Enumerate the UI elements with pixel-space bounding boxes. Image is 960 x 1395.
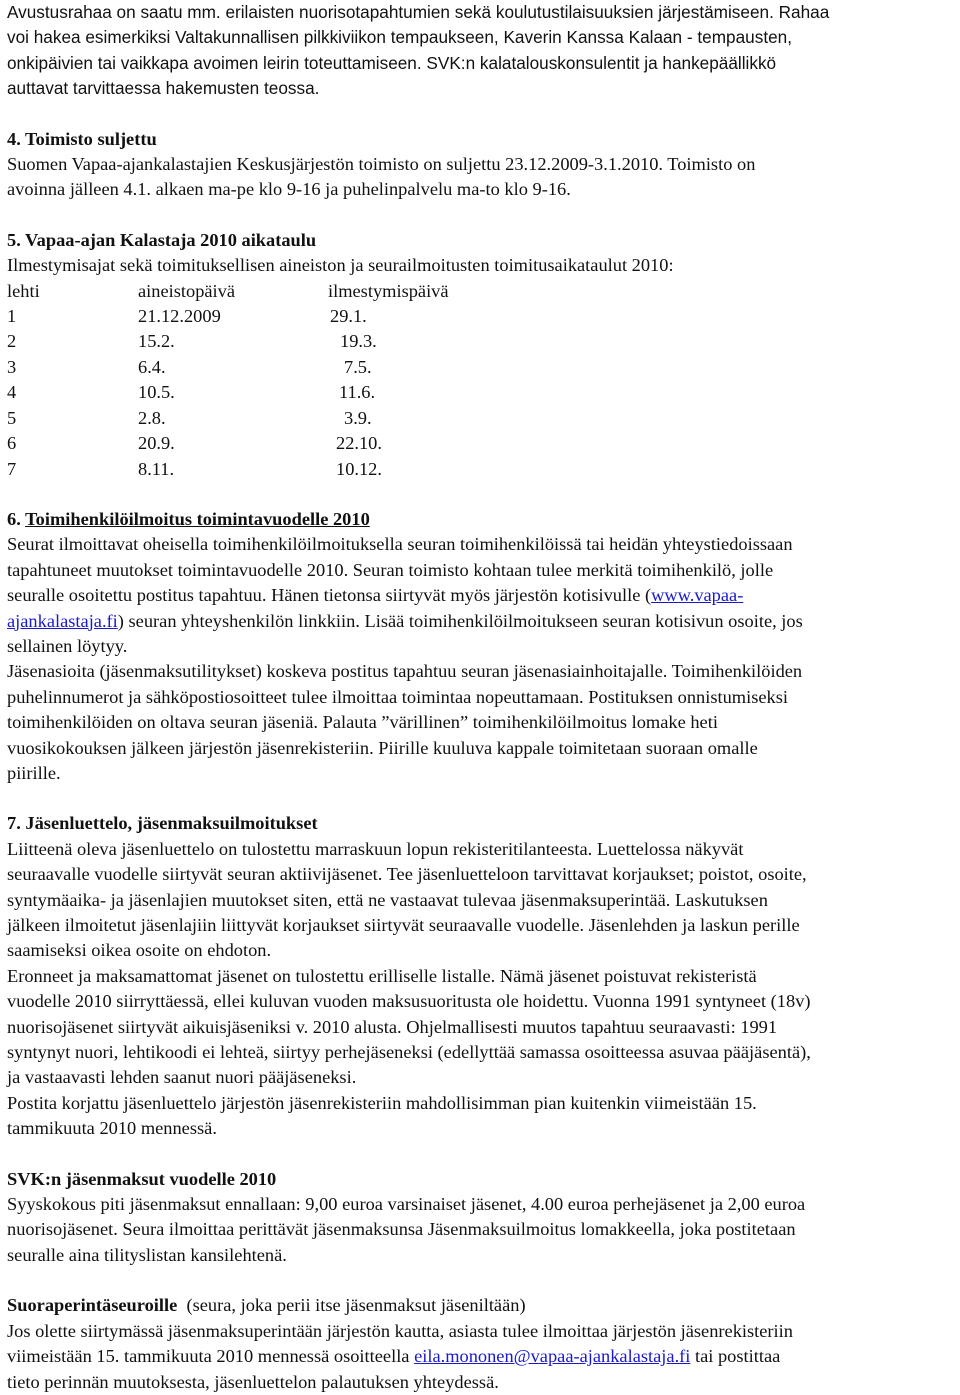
material-date: 21.12.2009	[138, 306, 221, 327]
section-7-line: tammikuuta 2010 mennessä.	[7, 1118, 217, 1139]
section-4-line-2: avoinna jälleen 4.1. alkaen ma-pe klo 9-16 ja puhelinpalvelu ma-to klo 9-16.	[7, 179, 571, 200]
section-4-body	[7, 152, 957, 203]
fees-line: seuralle aina tilityslistan kansilehtenä.	[7, 1244, 287, 1265]
section-5-heading: 5. Vapaa-ajan Kalastaja 2010 aikataulu	[7, 229, 317, 250]
intro-line-4: auttavat tarvittaessa hakemusten teossa.	[7, 78, 320, 99]
document-page	[7, 0, 957, 1395]
issue-number: 6	[7, 433, 17, 454]
intro-line-2: voi hakea esimerkiksi Valtakunnallisen pilkkiviikon tempaukseen, Kaverin Kanssa Kalaan - tempausten,	[7, 27, 792, 48]
direct-heading	[7, 1293, 957, 1318]
website-link-continued[interactable]: ajankalastaja.fi	[7, 610, 118, 631]
issue-number: 2	[7, 331, 17, 352]
section-6-paragraph-1	[7, 532, 957, 659]
section-6-title: Toimihenkilöilmoitus toimintavuodelle 2010	[25, 508, 370, 529]
material-date: 10.5.	[138, 382, 175, 403]
table-row	[7, 457, 528, 482]
publish-date: 10.12.	[336, 458, 382, 479]
section-6-line: sellainen löytyy.	[7, 635, 128, 656]
section-7-line: Liitteenä oleva jäsenluettelo on tulostettu marraskuun lopun rekisteritilanteesta. Luettelossa näkyvät	[7, 838, 744, 859]
material-date: 6.4.	[138, 356, 166, 377]
table-row	[7, 304, 528, 329]
publish-date: 3.9.	[344, 407, 372, 428]
column-header: lehti	[7, 280, 40, 301]
publish-date: 22.10.	[336, 433, 382, 454]
section-6-line: vuosikokouksen jälkeen järjestön jäsenrekisteriin. Piirille kuuluva kappale toimitetaan suoraan omalle	[7, 737, 758, 758]
direct-paragraph	[7, 1319, 957, 1395]
section-6-line: piirille.	[7, 762, 61, 783]
direct-line: Jos olette siirtymässä jäsenmaksuperintään järjestön kautta, asiasta tulee ilmoittaa järjestön jäsenrekisteriin	[7, 1320, 793, 1341]
intro-paragraph	[7, 0, 957, 102]
column-header: aineistopäivä	[138, 280, 236, 301]
section-7-paragraph-2	[7, 964, 957, 1091]
direct-text: viimeistään 15. tammikuuta 2010 mennessä osoitteella	[7, 1346, 415, 1367]
table-row	[7, 329, 528, 354]
intro-line-1: Avustusrahaa on saatu mm. erilaisten nuorisotapahtumien sekä koulutustilaisuuksien järjestämiseen. Rahaa	[7, 2, 830, 22]
section-5-intro: Ilmestymisajat sekä toimituksellisen aineiston ja seurailmoitusten toimitusaikataulut 2010:	[7, 255, 674, 276]
issue-number: 5	[7, 407, 17, 428]
issue-number: 7	[7, 458, 17, 479]
section-4-line-1: Suomen Vapaa-ajankalastajien Keskusjärjestön toimisto on suljettu 23.12.2009-3.1.2010. Toimisto on	[7, 154, 756, 175]
issue-number: 4	[7, 382, 17, 403]
section-7-line: Postita korjattu jäsenluettelo järjestön jäsenrekisteriin mahdollisimman pian kuitenkin viimeistään 15.	[7, 1092, 757, 1113]
table-row	[7, 406, 528, 431]
section-4-heading: 4. Toimisto suljettu	[7, 128, 157, 149]
publish-date: 29.1.	[330, 306, 367, 327]
direct-heading-title: Suoraperintäseuroille	[7, 1295, 178, 1316]
fees-line: Syyskokous piti jäsenmaksut ennallaan: 9,00 euroa varsinaiset jäsenet, 4.00 euroa perhejäsenet ja 2,00 euroa	[7, 1194, 806, 1215]
section-7-line: nuorisojäsenet siirtyvät aikuisjäseniksi v. 2010 alusta. Ohjelmallisesti muutos tapahtuu seuraavasti: 1991	[7, 1016, 778, 1037]
section-7-line: syntynyt nuori, lehtikoodi ei lehteä, siirtyy perhejäseneksi (edellyttää samassa osoitteessa asuvaa pääjäsentä),	[7, 1042, 811, 1063]
fees-line: nuorisojäsenet. Seura ilmoittaa perittävät jäsenmaksunsa Jäsenmaksuilmoitus lomakkeella, joka postitetaan	[7, 1219, 796, 1240]
issue-number: 1	[7, 306, 17, 327]
publish-date: 11.6.	[339, 382, 376, 403]
section-6-text: seuralle osoitettu postitus tapahtuu. Hänen tietonsa siirtyvät myös järjestön kotisivulle (	[7, 585, 652, 606]
website-link[interactable]: www.vapaa-	[651, 585, 744, 606]
direct-heading-note: (seura, joka perii itse jäsenmaksut jäseniltään)	[177, 1295, 526, 1316]
material-date: 15.2.	[138, 331, 175, 352]
section-7-line: syntymäaika- ja jäsenlajien muutokset siten, että ne vastaavat tulevaa jäsenmaksuperintää. Laskutuksen	[7, 889, 768, 910]
publish-date: 7.5.	[344, 356, 372, 377]
column-header: ilmestymispäivä	[328, 280, 449, 301]
section-7-line: jälkeen ilmoitetut jäsenlajiin liittyvät korjaukset siirtyvät seuraavalle vuodelle. Jäsenlehden ja laskun perille	[7, 915, 800, 935]
section-7-line: vuodelle 2010 siirryttäessä, ellei kuluvan vuoden maksusuoritusta ole hoidettu. Vuonna 1991 syntyneet (18v)	[7, 991, 811, 1012]
section-7-line: ja vastaavasti lehden saanut nuori pääjäseneksi.	[7, 1067, 357, 1088]
section-7-line: Eronneet ja maksamattomat jäsenet on tulostettu erilliselle listalle. Nämä jäsenet poistuvat rekisteristä	[7, 965, 757, 986]
schedule-table	[7, 279, 528, 482]
section-6-line: toimihenkilöiden on oltava seuran jäseniä. Palauta ”värillinen” toimihenkilöilmoitus lomake heti	[7, 712, 718, 733]
schedule-header-row	[7, 279, 528, 304]
section-6-line: puhelinnumerot ja sähköpostiosoitteet tulee ilmoittaa toimintaa nopeuttamaan. Postituksen onnistumiseksi	[7, 686, 788, 707]
section-6-text: ) seuran yhteyshenkilön linkkiin. Lisää toimihenkilöilmoitukseen seuran kotisivun osoite, jos	[117, 610, 803, 631]
publish-date: 19.3.	[340, 331, 377, 352]
section-6-heading	[7, 507, 957, 532]
section-6-line: Seurat ilmoittavat oheisella toimihenkilöilmoituksella seuran toimihenkilöissä tai heidän yhteystiedoissaan	[7, 534, 793, 555]
section-6-line	[7, 583, 957, 608]
intro-line-3: onkipäivien tai vaikkapa avoimen leirin toteuttamiseen. SVK:n kalatalouskonsulentit ja hankepäällikkö	[7, 52, 777, 73]
direct-line	[7, 1344, 957, 1369]
direct-line: tieto perinnän muutoksesta, jäsenluettelon palautuksen yhteydessä.	[7, 1371, 499, 1392]
table-row	[7, 380, 528, 405]
section-6-paragraph-2	[7, 659, 957, 786]
fees-paragraph	[7, 1192, 957, 1268]
table-row	[7, 431, 528, 456]
section-7-paragraph-1	[7, 837, 957, 964]
section-7-paragraph-3	[7, 1091, 957, 1142]
table-row	[7, 355, 528, 380]
section-6-number: 6.	[7, 508, 26, 529]
section-6-line: Jäsenasioita (jäsenmaksutilitykset) koskeva postitus tapahtuu seuran jäsenasiainhoitajalle. Toimihenkilöiden	[7, 661, 803, 682]
material-date: 2.8.	[138, 407, 166, 428]
material-date: 8.11.	[138, 458, 175, 479]
section-7-line: seuraavalle vuodelle siirtyvät seuran aktiivijäsenet. Tee jäsenluetteloon tarvittavat korjaukset; poistot, osoite,	[7, 864, 807, 885]
section-6-line: tapahtuneet muutokset toimintavuodelle 2010. Seuran toimisto kohtaan tulee merkitä toimihenkilö, jolle	[7, 559, 774, 580]
email-link[interactable]: eila.mononen@vapaa-ajankalastaja.fi	[414, 1346, 691, 1367]
issue-number: 3	[7, 356, 17, 377]
material-date: 20.9.	[138, 433, 175, 454]
fees-heading: SVK:n jäsenmaksut vuodelle 2010	[7, 1168, 277, 1189]
section-6-line	[7, 609, 957, 634]
section-7-line: saamiseksi oikea osoite on ehdoton.	[7, 940, 272, 961]
section-7-heading: 7. Jäsenluettelo, jäsenmaksuilmoitukset	[7, 813, 318, 834]
direct-text: tai postittaa	[690, 1346, 781, 1367]
